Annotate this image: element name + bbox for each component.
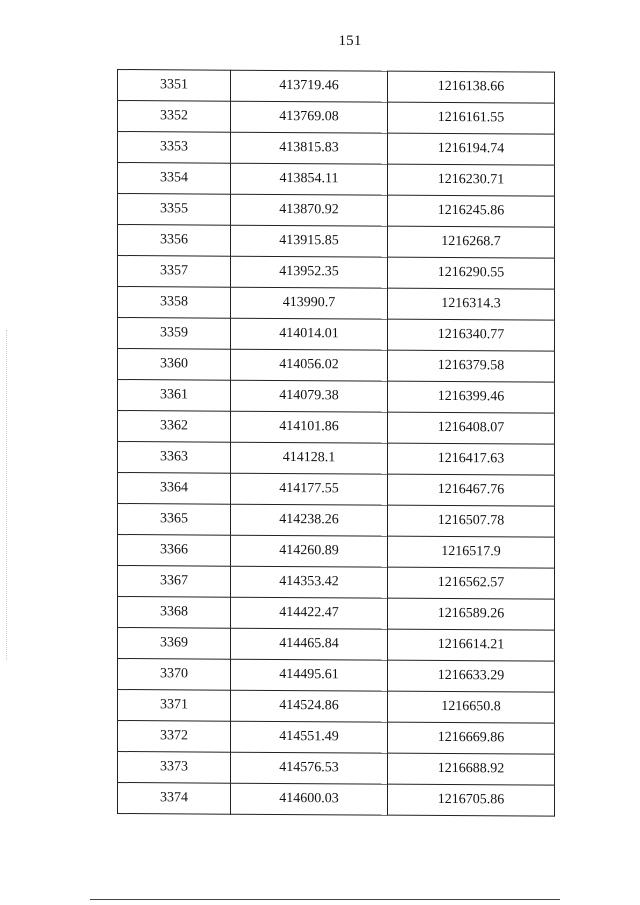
x-coordinate-cell: 413815.83 (231, 132, 388, 164)
x-coordinate-cell: 414353.42 (231, 566, 388, 598)
table-row (118, 411, 555, 445)
x-coordinate-cell: 414576.53 (231, 752, 388, 784)
table-row (118, 752, 555, 786)
point-number-cell: 3357 (118, 256, 231, 288)
point-number-cell: 3365 (118, 504, 231, 536)
point-number-cell: 3370 (118, 659, 231, 691)
coordinate-table (117, 69, 555, 817)
table-row (118, 132, 555, 166)
point-number-cell: 3373 (118, 752, 231, 784)
point-number-cell: 3368 (118, 597, 231, 629)
point-number-cell: 3372 (118, 721, 231, 753)
y-coordinate-cell: 1216562.57 (388, 567, 555, 599)
point-number-cell: 3371 (118, 690, 231, 722)
table-row (118, 101, 555, 135)
point-number-cell: 3363 (118, 442, 231, 474)
coordinate-table-wrapper (117, 69, 555, 817)
x-coordinate-cell: 414551.49 (231, 721, 388, 753)
point-number-cell: 3362 (118, 411, 231, 443)
table-row (118, 659, 555, 693)
x-coordinate-cell: 413854.11 (231, 163, 388, 195)
x-coordinate-cell: 414422.47 (231, 597, 388, 629)
x-coordinate-cell: 414600.03 (231, 783, 388, 815)
y-coordinate-cell: 1216379.58 (388, 350, 555, 382)
point-number-cell: 3374 (118, 783, 231, 815)
x-coordinate-cell: 414014.01 (231, 318, 388, 350)
table-row (118, 287, 555, 321)
y-coordinate-cell: 1216340.77 (388, 319, 555, 351)
page-number: 151 (338, 33, 362, 49)
y-coordinate-cell: 1216669.86 (388, 722, 555, 754)
table-row (118, 256, 555, 290)
coordinate-table-body (118, 70, 555, 817)
table-row (118, 597, 555, 631)
y-coordinate-cell: 1216314.3 (388, 288, 555, 320)
table-row (118, 783, 555, 817)
x-coordinate-cell: 414465.84 (231, 628, 388, 660)
y-coordinate-cell: 1216633.29 (388, 660, 555, 692)
table-row (118, 318, 555, 352)
table-row (118, 690, 555, 724)
x-coordinate-cell: 413769.08 (231, 101, 388, 133)
x-coordinate-cell: 414177.55 (231, 473, 388, 505)
point-number-cell: 3354 (118, 163, 231, 195)
x-coordinate-cell: 413952.35 (231, 256, 388, 288)
table-row (118, 442, 555, 476)
table-row (118, 70, 555, 104)
x-coordinate-cell: 414056.02 (231, 349, 388, 381)
point-number-cell: 3360 (118, 349, 231, 381)
point-number-cell: 3367 (118, 566, 231, 598)
x-coordinate-cell: 414128.1 (231, 442, 388, 474)
point-number-cell: 3351 (118, 70, 231, 102)
table-row (118, 380, 555, 414)
y-coordinate-cell: 1216194.74 (388, 133, 555, 165)
y-coordinate-cell: 1216290.55 (388, 257, 555, 289)
bottom-rule (90, 899, 560, 900)
x-coordinate-cell: 414079.38 (231, 380, 388, 412)
y-coordinate-cell: 1216589.26 (388, 598, 555, 630)
x-coordinate-cell: 413915.85 (231, 225, 388, 257)
table-row (118, 721, 555, 755)
x-coordinate-cell: 414495.61 (231, 659, 388, 691)
point-number-cell: 3369 (118, 628, 231, 660)
point-number-cell: 3355 (118, 194, 231, 226)
table-row (118, 504, 555, 538)
y-coordinate-cell: 1216417.63 (388, 443, 555, 475)
x-coordinate-cell: 414524.86 (231, 690, 388, 722)
y-coordinate-cell: 1216614.21 (388, 629, 555, 661)
table-row (118, 349, 555, 383)
y-coordinate-cell: 1216399.46 (388, 381, 555, 413)
point-number-cell: 3353 (118, 132, 231, 164)
point-number-cell: 3359 (118, 318, 231, 350)
x-coordinate-cell: 414260.89 (231, 535, 388, 567)
y-coordinate-cell: 1216705.86 (388, 784, 555, 816)
table-row (118, 473, 555, 507)
x-coordinate-cell: 413870.92 (231, 194, 388, 226)
x-coordinate-cell: 413990.7 (231, 287, 388, 319)
point-number-cell: 3361 (118, 380, 231, 412)
table-row (118, 535, 555, 569)
x-coordinate-cell: 414238.26 (231, 504, 388, 536)
point-number-cell: 3366 (118, 535, 231, 567)
table-row (118, 163, 555, 197)
y-coordinate-cell: 1216245.86 (388, 195, 555, 227)
x-coordinate-cell: 414101.86 (231, 411, 388, 443)
table-row (118, 194, 555, 228)
table-row (118, 225, 555, 259)
y-coordinate-cell: 1216507.78 (388, 505, 555, 537)
y-coordinate-cell: 1216467.76 (388, 474, 555, 506)
table-row (118, 566, 555, 600)
point-number-cell: 3352 (118, 101, 231, 133)
y-coordinate-cell: 1216688.92 (388, 753, 555, 785)
y-coordinate-cell: 1216161.55 (388, 102, 555, 134)
y-coordinate-cell: 1216230.71 (388, 164, 555, 196)
point-number-cell: 3358 (118, 287, 231, 319)
y-coordinate-cell: 1216650.8 (388, 691, 555, 723)
point-number-cell: 3356 (118, 225, 231, 257)
x-coordinate-cell: 413719.46 (231, 70, 388, 102)
y-coordinate-cell: 1216408.07 (388, 412, 555, 444)
scan-edge-mark (6, 330, 8, 660)
point-number-cell: 3364 (118, 473, 231, 505)
y-coordinate-cell: 1216138.66 (388, 71, 555, 103)
y-coordinate-cell: 1216268.7 (388, 226, 555, 258)
table-row (118, 628, 555, 662)
y-coordinate-cell: 1216517.9 (388, 536, 555, 568)
